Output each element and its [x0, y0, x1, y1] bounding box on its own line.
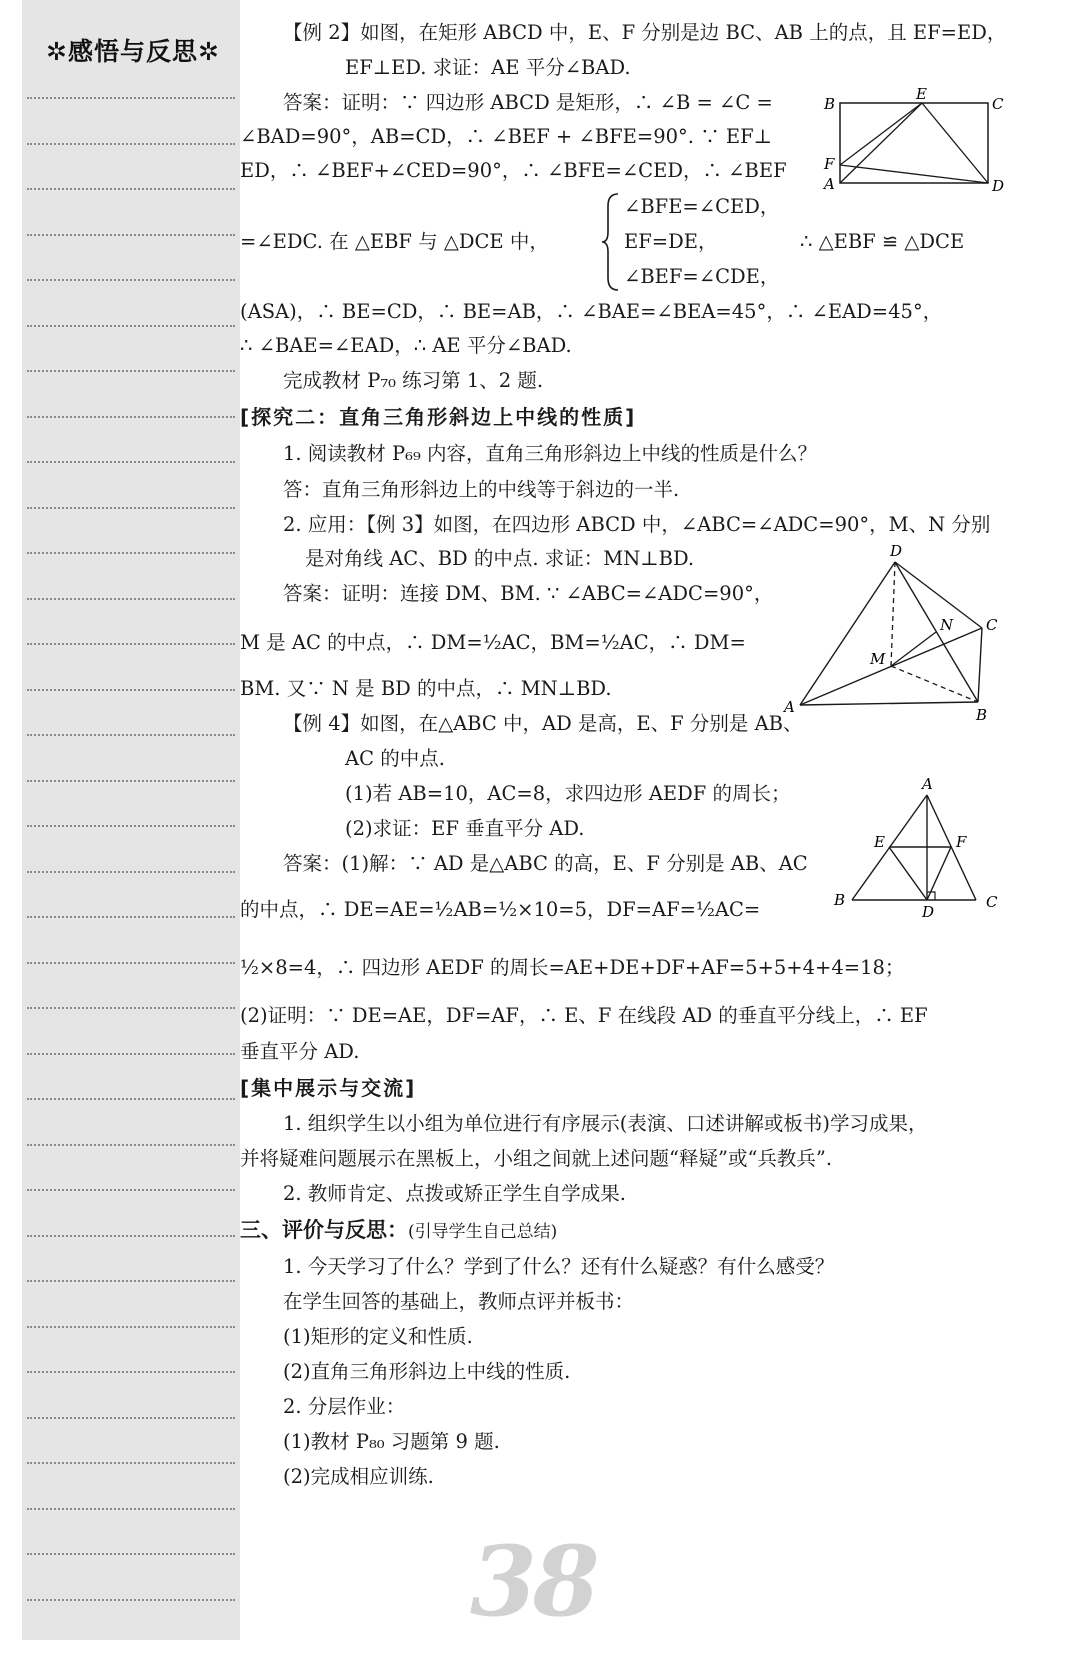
fig3-label-a: A	[922, 775, 933, 793]
ex4-line-2: AC 的中点.	[345, 747, 445, 770]
ex2-line-2: EF⊥ED. 求证：AE 平分∠BAD.	[345, 56, 631, 79]
fig3-label-b: B	[834, 891, 846, 909]
ex2-congruence: ∴ △EBF ≌ △DCE	[800, 230, 965, 253]
fig3-label-d: D	[922, 903, 935, 921]
page-number: 38	[470, 1525, 596, 1638]
ex2-answer-4: =∠EDC. 在 △EBF 与 △DCE 中，	[240, 230, 549, 253]
homework-1: (1)教材 P₈₀ 习题第 9 题.	[283, 1430, 500, 1453]
display-item-1b: 并将疑难问题展示在黑板上，小组之间就上述问题“释疑”或“兵教兵”.	[240, 1147, 833, 1170]
fig1-label-c: C	[992, 95, 1004, 113]
display-item-1a: 1. 组织学生以小组为单位进行有序展示(表演、口述讲解或板书)学习成果，	[283, 1112, 928, 1135]
review-q1b: 在学生回答的基础上，教师点评并板书：	[283, 1290, 635, 1313]
review-q2: 2. 分层作业：	[283, 1395, 406, 1418]
explore2-q2-line-1: 2. 应用：【例 3】如图，在四边形 ABCD 中，∠ABC=∠ADC=90°，M、N 分别	[283, 513, 991, 536]
ex2-answer-2: ∠BAD=90°，AB=CD，∴ ∠BEF + ∠BFE=90°. ∵ EF⊥	[240, 125, 772, 148]
display-item-2: 2. 教师肯定、点拨或矫正学生自学成果.	[283, 1182, 627, 1205]
fig2-label-b: B	[976, 706, 988, 724]
fig2-label-m: M	[870, 650, 886, 668]
ex2-answer-3: ED，∴ ∠BEF+∠CED=90°，∴ ∠BFE=∠CED，∴ ∠BEF	[240, 159, 787, 182]
fig1-label-f: F	[824, 155, 835, 173]
fig2-label-n: N	[940, 616, 954, 634]
review-q1: 1. 今天学习了什么？学到了什么？还有什么疑惑？有什么感受？	[283, 1255, 835, 1278]
ex2-brace-line-2: EF=DE，	[624, 230, 718, 253]
rectangle-figure	[818, 85, 1008, 195]
explore2-q2-line-2: 是对角线 AC、BD 的中点. 求证：MN⊥BD.	[305, 547, 695, 570]
quadrilateral-figure	[780, 540, 1010, 725]
ex2-brace-line-3: ∠BEF=∠CDE，	[624, 265, 780, 288]
sidebar-title: ✲感悟与反思✲	[46, 37, 220, 66]
display-heading: [集中展示与交流]	[240, 1076, 417, 1100]
fig1-label-d: D	[992, 177, 1005, 195]
fig3-label-c: C	[986, 893, 998, 911]
triangle-figure	[830, 775, 1010, 925]
fig1-label-e: E	[916, 85, 927, 103]
fig2-label-a: A	[784, 698, 795, 716]
explore2-q1: 1. 阅读教材 P₆₉ 内容，直角三角形斜边上中线的性质是什么？	[283, 442, 817, 465]
ex4-line-1: 【例 4】如图，在△ABC 中，AD 是高，E、F 分别是 AB、	[283, 712, 803, 735]
explore2-a1: 答：直角三角形斜边上的中线等于斜边的一半.	[283, 478, 680, 501]
ex2-answer-6: ∴ ∠BAE=∠EAD，∴ AE 平分∠BAD.	[240, 334, 572, 357]
explore2-heading: [探究二：直角三角形斜边上中线的性质]	[240, 405, 637, 429]
review-heading-note: (引导学生自己总结)	[408, 1222, 558, 1242]
fig3-label-e: E	[874, 833, 885, 851]
ex2-exercise: 完成教材 P₇₀ 练习第 1、2 题.	[283, 369, 544, 392]
homework-2: (2)完成相应训练.	[283, 1465, 434, 1488]
explore2-answer-2: M 是 AC 的中点，∴ DM=½AC，BM=½AC，∴ DM=	[240, 631, 746, 654]
explore2-answer-3: BM. 又∵ N 是 BD 的中点，∴ MN⊥BD.	[240, 677, 612, 700]
ex2-answer-5: (ASA)，∴ BE=CD，∴ BE=AB，∴ ∠BAE=∠BEA=45°，∴ ∠EAD=45°，	[240, 300, 943, 323]
ex4-part-1: (1)若 AB=10，AC=8，求四边形 AEDF 的周长；	[345, 782, 791, 805]
explore2-answer-1: 答案：证明：连接 DM、BM. ∵ ∠ABC=∠ADC=90°，	[283, 582, 774, 605]
fig3-label-f: F	[956, 833, 967, 851]
ex2-brace-line-1: ∠BFE=∠CED，	[624, 195, 780, 218]
brace-symbol	[600, 192, 622, 292]
ex4-part-2: (2)求证：EF 垂直平分 AD.	[345, 817, 585, 840]
ex4-answer-4: (2)证明：∵ DE=AE，DF=AF，∴ E、F 在线段 AD 的垂直平分线上，∴ EF	[240, 1004, 928, 1027]
fig2-label-c: C	[986, 616, 998, 634]
review-heading-row	[240, 1217, 557, 1245]
review-item-1: (1)矩形的定义和性质.	[283, 1325, 473, 1348]
ex4-answer-2: 的中点，∴ DE=AE=½AB=½×10=5，DF=AF=½AC=	[240, 898, 761, 921]
fig1-label-b: B	[824, 95, 836, 113]
review-item-2: (2)直角三角形斜边上中线的性质.	[283, 1360, 571, 1383]
fig2-label-d: D	[890, 542, 903, 560]
review-heading: 三、评价与反思：	[240, 1218, 408, 1242]
ex4-answer-3: ½×8=4，∴ 四边形 AEDF 的周长=AE+DE+DF+AF=5+5+4+4=18；	[240, 956, 905, 979]
ex2-answer-1: 答案：证明：∵ 四边形 ABCD 是矩形，∴ ∠B = ∠C =	[283, 91, 773, 114]
ex4-answer-1: 答案：(1)解：∵ AD 是△ABC 的高，E、F 分别是 AB、AC	[283, 852, 808, 875]
fig1-label-a: A	[824, 175, 835, 193]
ex4-answer-5: 垂直平分 AD.	[240, 1040, 360, 1063]
ex2-line-1: 【例 2】如图，在矩形 ABCD 中，E、F 分别是边 BC、AB 上的点，且 EF=ED，	[283, 21, 1007, 44]
